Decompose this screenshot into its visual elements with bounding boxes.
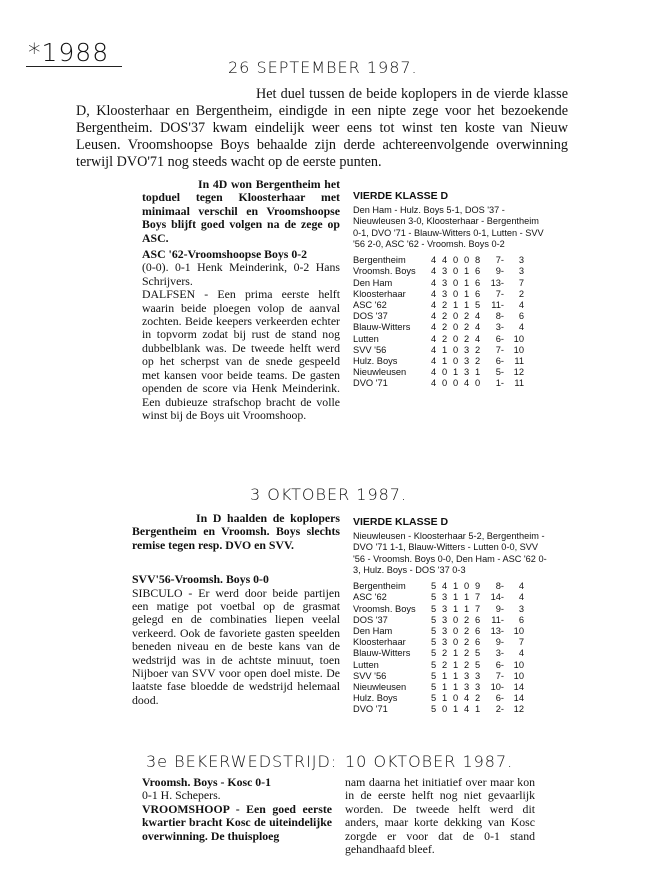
standings-cell: 10 [513, 333, 524, 344]
intro-text: Het duel tussen de beide koplopers in de vierde klasse D, Kloosterhaar en Bergentheim, eindigde in een nipte zege voor het bezoekende Bergentheim. DOS'37 kwam eindelijk weer eens tot winst ten koste van Nieuw Leusen. Vroomshoopse Boys behaalde zijn derde achtereenvolgende overwinning terwijl DVO'71 nog steeds wacht op de eerste punten. [76, 86, 568, 170]
standings-cell: 3 [475, 682, 481, 693]
standings-cell: 4 [431, 266, 437, 277]
standings-cell: 6- [495, 333, 504, 344]
team-name: DVO '71 [353, 704, 388, 715]
team-name: SVV '56 [353, 670, 387, 681]
standings-cell: 3- [495, 648, 504, 659]
standings-cell: 2 [464, 311, 470, 322]
standings-cell: 5 [431, 693, 437, 704]
standings-cell: 5 [431, 682, 437, 693]
standings-cell: 10 [513, 344, 524, 355]
standings-cell: 4 [518, 648, 524, 659]
standings-cell: 2 [464, 626, 470, 636]
standings-cell: 0 [453, 637, 459, 648]
standings-cell: 6 [475, 277, 481, 288]
standings-cell: 3 [442, 592, 448, 603]
standings-row [353, 289, 524, 300]
standings-cell: 5 [431, 626, 437, 636]
article-1-match-title: ASC '62-Vroomshoopse Boys 0-2 [142, 247, 308, 262]
standings-cell: 2 [518, 288, 524, 299]
standings-cell: 3- [495, 322, 504, 333]
standings-cell: 4 [431, 255, 437, 266]
team-name: Bergentheim [353, 581, 406, 592]
standings-cell: 9 [475, 581, 481, 592]
standings-cell: 1 [464, 592, 470, 603]
standings-cell: 4 [475, 333, 481, 344]
team-name: Lutten [353, 659, 379, 670]
standings-cell: 2 [464, 333, 470, 344]
standings-cell: 3 [464, 670, 470, 681]
standings-cell: 1 [464, 288, 470, 299]
standings-cell: 0 [453, 344, 459, 355]
standings-cell: 4 [475, 322, 481, 333]
standings-cell: 1 [464, 300, 470, 310]
standings-cell: 3 [442, 626, 448, 636]
team-name: DVO '71 [353, 378, 388, 389]
standings-cell: 11 [514, 378, 524, 389]
standings-cell: 1 [464, 266, 470, 277]
table-1-block [353, 190, 549, 390]
team-name: DOS '37 [353, 311, 388, 322]
standings-cell: 4 [442, 255, 448, 266]
standings-cell: 3 [442, 603, 448, 614]
standings-cell: 7 [475, 603, 481, 614]
article-1 [142, 178, 340, 422]
standings-row [353, 255, 524, 266]
standings-cell: 2 [475, 356, 481, 367]
table-1-results: Den Ham - Hulz. Boys 5-1, DOS '37 - Nieuwleusen 3-0, Kloosterhaar - Bergentheim 0-1, DVO '71 - Blauw-Witters 0-1, Lutten - SVV '56 2-0, ASC '62 - Vroomsh. Boys 0-2 [353, 205, 544, 249]
article-2-match-title: SVV'56-Vroomsh. Boys 0-0 [132, 572, 269, 587]
standings-cell: 4 [464, 693, 470, 704]
standings-cell: 6 [475, 288, 481, 299]
standings-cell: 4 [442, 581, 448, 592]
standings-cell: 0 [453, 626, 459, 636]
standings-cell: 5 [431, 670, 437, 681]
standings-cell: 4 [518, 581, 524, 592]
standings-cell: 4 [431, 367, 437, 378]
standings-cell: 7 [518, 637, 524, 648]
team-name: DOS '37 [353, 614, 388, 625]
standings-cell: 3 [464, 682, 470, 693]
standings-cell: 7- [495, 670, 504, 681]
standings-cell: 5- [495, 367, 504, 378]
article-1-lead: In 4D won Bergentheim het topduel tegen Kloosterhaar met minimaal verschil en Vroomshoopse Boys blijft goed volgen na de zege op ASC. [142, 177, 340, 245]
standings-cell: 3 [518, 266, 524, 277]
standings-cell: 7- [495, 288, 504, 299]
standings-cell: 6- [495, 693, 504, 704]
standings-row [353, 648, 524, 659]
standings-cell: 1 [453, 603, 459, 614]
date-1: 26 SEPTEMBER 1987. [228, 58, 418, 77]
standings-cell: 7- [495, 344, 504, 355]
standings-row [353, 660, 524, 671]
standings-row [353, 626, 524, 637]
standings-cell: 9- [495, 266, 504, 277]
standings-cell: 11 [514, 356, 524, 367]
team-name: ASC '62 [353, 592, 387, 603]
standings-row [353, 278, 524, 289]
article-1-body: DALFSEN - Een prima eerste helft waarin beide ploegen volop de aanval zochten. Beide keepers verkeerden echter in topvorm zodat bij rust de stand nog dubbelblank was. De tweede helft werd op het scherpst van de snede gespeeld met kansen voor beide teams. De gasten openden de score via Henk Meinderink. Een dubieuze strafschop bracht de volle winst bij de Boys uit Vroomshoop. [142, 287, 340, 422]
standings-cell: 2 [464, 637, 470, 648]
team-name: Den Ham [353, 277, 393, 288]
standings-cell: 1 [442, 682, 448, 693]
standings-cell: 3 [442, 637, 448, 648]
team-name: Kloosterhaar [353, 288, 406, 299]
standings-cell: 1 [453, 659, 459, 670]
standings-cell: 6 [475, 637, 481, 648]
standings-cell: 4 [431, 311, 437, 322]
standings-cell: 1 [453, 367, 459, 378]
article-3-left [142, 776, 332, 843]
standings-cell: 1 [453, 648, 459, 659]
standings-cell: 1 [453, 670, 459, 681]
standings-cell: 3 [518, 603, 524, 614]
standings-cell: 10 [513, 626, 524, 636]
standings-cell: 13- [490, 277, 504, 288]
standings-cell: 0 [453, 277, 459, 288]
standings-cell: 4 [475, 311, 481, 322]
article-2-body: SIBCULO - Er werd door beide partijen een matige pot voetbal op de grasmat gelegd en de combinaties liepen veelal verkeerd. Ook de favoriete gasten speelden beneden niveau en de beste kans van de wedstrijd was in de achtste minuut, toen Nijboer van SVV voor open doel miste. De laatste fase bloedde de wedstrijd helemaal dood. [132, 585, 340, 707]
standings-row [353, 356, 524, 367]
year-underline [26, 66, 122, 67]
standings-cell: 2 [442, 333, 448, 344]
standings-row [353, 322, 524, 333]
standings-row [353, 300, 524, 311]
standings-cell: 6 [518, 311, 524, 322]
article-2 [132, 512, 340, 707]
standings-cell: 5 [431, 637, 437, 648]
date-3: 10 OKTOBER 1987. [345, 752, 514, 771]
standings-cell: 1 [453, 592, 459, 603]
standings-row [353, 604, 524, 615]
standings-cell: 13- [490, 626, 504, 636]
standings-cell: 4 [431, 356, 437, 367]
standings-cell: 3 [464, 356, 470, 367]
standings-cell: 4 [518, 300, 524, 310]
standings-cell: 0 [464, 255, 470, 266]
team-name: Nieuwleusen [353, 682, 407, 693]
standings-cell: 4 [431, 277, 437, 288]
standings-cell: 14 [513, 693, 524, 704]
team-name: Kloosterhaar [353, 637, 406, 648]
standings-row [353, 334, 524, 345]
standings-row [353, 581, 524, 592]
standings-cell: 4 [431, 378, 437, 389]
standings-cell: 5 [475, 648, 481, 659]
standings-row [353, 266, 524, 277]
table-2-block [353, 516, 549, 716]
cup-match-label: 3e BEKERWEDSTRIJD: [146, 752, 338, 771]
standings-cell: 0 [464, 581, 470, 592]
standings-cell: 5 [431, 659, 437, 670]
standings-cell: 8- [495, 311, 504, 322]
standings-cell: 1 [475, 367, 481, 378]
standings-cell: 5 [431, 704, 437, 715]
standings-cell: 3 [442, 614, 448, 625]
team-name: Bergentheim [353, 255, 406, 266]
standings-cell: 1 [442, 356, 448, 367]
standings-cell: 4 [431, 300, 437, 310]
team-name: Vroomsh. Boys [353, 266, 416, 277]
table-2-results: Nieuwleusen - Kloosterhaar 5-2, Bergentheim - DVO '71 1-1, Blauw-Witters - Lutten 0-0, SVV '56 - Vroomsh. Boys 0-0, Den Ham - ASC '62 0-3, Hulz. Boys - DOS '37 0-3 [353, 531, 547, 575]
standings-cell: 5 [431, 614, 437, 625]
standings-cell: 5 [475, 300, 481, 310]
standings-cell: 10- [490, 682, 504, 693]
standings-cell: 12 [513, 367, 524, 378]
standings-cell: 1 [442, 344, 448, 355]
standings-cell: 0 [453, 378, 459, 389]
standings-cell: 2 [442, 659, 448, 670]
standings-cell: 0 [453, 288, 459, 299]
standings-cell: 3 [464, 367, 470, 378]
standings-cell: 0 [453, 255, 459, 266]
standings-cell: 6 [518, 614, 524, 625]
standings-cell: 10 [513, 659, 524, 670]
article-3-match-title: Vroomsh. Boys - Kosc 0-1 [142, 775, 271, 789]
standings-cell: 8- [495, 581, 504, 592]
team-name: Blauw-Witters [353, 648, 411, 659]
standings-cell: 14- [490, 592, 504, 603]
standings-cell: 2 [475, 344, 481, 355]
standings-cell: 7 [518, 277, 524, 288]
standings-cell: 6 [475, 614, 481, 625]
standings-cell: 3 [475, 670, 481, 681]
standings-row [353, 345, 524, 356]
team-name: Nieuwleusen [353, 367, 407, 378]
standings-cell: 5 [431, 648, 437, 659]
standings-cell: 3 [442, 288, 448, 299]
standings-cell: 9- [495, 637, 504, 648]
team-name: SVV '56 [353, 344, 387, 355]
standings-cell: 14 [513, 682, 524, 693]
standings-cell: 0 [442, 704, 448, 715]
table-1-title: VIERDE KLASSE D [353, 190, 449, 202]
standings-row [353, 693, 524, 704]
standings-cell: 1 [475, 704, 481, 715]
standings-cell: 1 [453, 300, 459, 310]
year-note: *1988 [28, 38, 110, 67]
article-3-body-right: nam daarna het initiatief over maar kon in de eerste helft nog niet gevaarlijk worden. De tweede helft werd dit anders, maar korte dekking van Kosc zorgde er voor dat de 0-1 stand gehandhaafd bleef. [345, 775, 535, 857]
standings-cell: 0 [453, 266, 459, 277]
standings-cell: 3 [518, 255, 524, 266]
team-name: Blauw-Witters [353, 322, 411, 333]
team-name: Hulz. Boys [353, 356, 398, 367]
standings-cell: 0 [453, 693, 459, 704]
article-1-scorers: (0-0). 0-1 Henk Meinderink, 0-2 Hans Schrijvers. [142, 260, 340, 288]
standings-cell: 4 [464, 704, 470, 715]
standings-cell: 6 [475, 626, 481, 636]
standings-cell: 0 [442, 378, 448, 389]
standings-cell: 2- [495, 704, 504, 715]
standings-row [353, 682, 524, 693]
standings-cell: 2 [464, 659, 470, 670]
standings-cell: 2 [464, 322, 470, 333]
standings-cell: 2 [442, 311, 448, 322]
standings-cell: 6 [475, 266, 481, 277]
article-2-lead: In D haalden de koplopers Bergentheim en Vroomsh. Boys slechts remise tegen resp. DVO en SVV. [132, 511, 340, 552]
standings-cell: 5 [431, 592, 437, 603]
standings-cell: 0 [442, 367, 448, 378]
article-3-body-left: VROOMSHOOP - Een goed eerste kwartier bracht Kosc de uiteindelijke overwinning. De thuisploeg [142, 801, 332, 843]
date-2: 3 OKTOBER 1987. [250, 485, 408, 504]
standings-cell: 1 [442, 670, 448, 681]
standings-row [353, 378, 524, 389]
standings-cell: 12 [513, 704, 524, 715]
standings-row [353, 592, 524, 603]
standings-cell: 2 [442, 300, 448, 310]
standings-cell: 11- [491, 614, 504, 625]
standings-row [353, 704, 524, 715]
standings-cell: 1 [464, 277, 470, 288]
standings-cell: 2 [464, 648, 470, 659]
standings-cell: 2 [442, 648, 448, 659]
standings-cell: 5 [431, 581, 437, 592]
standings-cell: 1- [495, 378, 504, 389]
standings-row [353, 311, 524, 322]
standings-cell: 1 [442, 693, 448, 704]
team-name: Hulz. Boys [353, 693, 398, 704]
intro-paragraph [76, 86, 568, 171]
standings-cell: 4 [431, 344, 437, 355]
team-name: ASC '62 [353, 300, 387, 310]
standings-cell: 2 [475, 693, 481, 704]
team-name: Vroomsh. Boys [353, 603, 416, 614]
standings-row [353, 615, 524, 626]
standings-cell: 3 [442, 277, 448, 288]
standings-cell: 5 [475, 659, 481, 670]
standings-cell: 4 [464, 378, 470, 389]
standings-cell: 1 [464, 603, 470, 614]
standings-cell: 0 [453, 356, 459, 367]
standings-table-1 [353, 255, 524, 389]
standings-cell: 0 [453, 311, 459, 322]
standings-cell: 0 [453, 614, 459, 625]
standings-cell: 6- [495, 356, 504, 367]
table-2-title: VIERDE KLASSE D [353, 516, 449, 528]
standings-row [353, 367, 524, 378]
standings-cell: 6- [495, 659, 504, 670]
standings-table-2 [353, 581, 524, 715]
article-3-scorers: 0-1 H. Schepers. [142, 788, 221, 803]
standings-cell: 4 [518, 322, 524, 333]
standings-cell: 3 [442, 266, 448, 277]
standings-cell: 2 [442, 322, 448, 333]
standings-cell: 2 [464, 614, 470, 625]
standings-cell: 7 [475, 592, 481, 603]
standings-cell: 1 [453, 704, 459, 715]
standings-cell: 10 [513, 670, 524, 681]
standings-cell: 1 [453, 682, 459, 693]
standings-cell: 4 [431, 288, 437, 299]
article-3-right [345, 776, 535, 856]
standings-cell: 0 [453, 333, 459, 344]
standings-cell: 11- [491, 300, 504, 310]
standings-cell: 9- [495, 603, 504, 614]
standings-cell: 0 [453, 322, 459, 333]
standings-cell: 4 [431, 322, 437, 333]
team-name: Den Ham [353, 626, 393, 636]
standings-cell: 3 [464, 344, 470, 355]
standings-cell: 4 [431, 333, 437, 344]
standings-cell: 0 [475, 378, 481, 389]
standings-cell: 1 [453, 581, 459, 592]
standings-cell: 8 [475, 255, 481, 266]
standings-row [353, 671, 524, 682]
standings-cell: 7- [495, 255, 504, 266]
team-name: Lutten [353, 333, 379, 344]
standings-cell: 4 [518, 592, 524, 603]
standings-cell: 5 [431, 603, 437, 614]
standings-row [353, 637, 524, 648]
